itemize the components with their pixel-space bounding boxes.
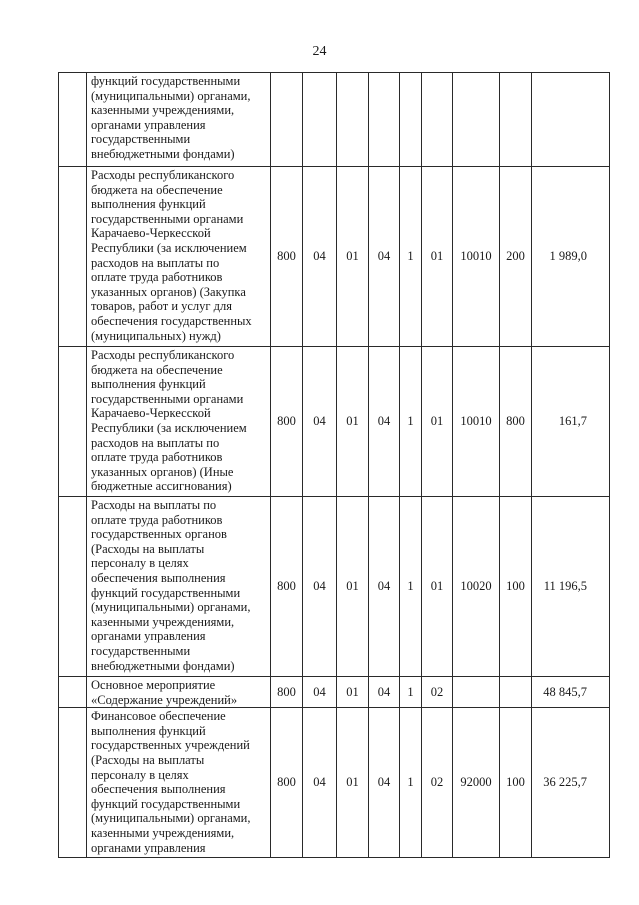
code-subsection-cell: 01 (337, 497, 369, 677)
code-event-cell: 02 (422, 708, 453, 858)
amount-cell: 1 989,0 (532, 167, 610, 347)
description-line: функций государственными (91, 74, 241, 88)
code-direction-cell: 10010 (453, 347, 500, 497)
description-line: обеспечения выполнения (91, 782, 226, 797)
amount-cell: 161,7 (532, 347, 610, 497)
description-line: (муниципальными) органами, (91, 88, 251, 103)
description-cell (87, 708, 271, 858)
amount-cell: 36 225,7 (532, 708, 610, 858)
description-line: органами управления (91, 117, 206, 132)
code-subprogram-cell: 1 (400, 708, 422, 858)
description-line: государственными органами (91, 391, 244, 406)
code-grbs-cell: 800 (271, 347, 303, 497)
code-section-cell: 04 (303, 708, 337, 858)
code-program-cell: 04 (369, 677, 400, 708)
code-section-cell: 04 (303, 677, 337, 708)
code-direction-cell: 10020 (453, 497, 500, 677)
description-line: оплате труда работников (91, 450, 223, 465)
code-grbs-cell: 800 (271, 708, 303, 858)
description-line: государственными (91, 643, 191, 658)
description-line: обеспечения выполнения (91, 570, 226, 585)
description-line: указанных органов) (Иные (91, 464, 234, 479)
table-row (59, 347, 610, 497)
code-subsection-cell: 01 (337, 167, 369, 347)
description-line: казенными учреждениями, (91, 825, 235, 840)
description-line: расходов на выплаты по (91, 255, 220, 270)
description-cell (87, 497, 271, 677)
description-line: (муниципальными) органами, (91, 600, 251, 615)
description-line: бюджетные ассигнования) (91, 479, 232, 494)
code-expense-type-cell: 200 (500, 167, 532, 347)
table-row (59, 497, 610, 677)
description-line: государственными органами (91, 211, 244, 226)
code-program-cell: 04 (369, 167, 400, 347)
code-section-cell: 04 (303, 347, 337, 497)
code-subprogram-cell: 1 (400, 167, 422, 347)
description-line: (Расходы на выплаты (91, 541, 205, 556)
code-grbs-cell: 800 (271, 167, 303, 347)
description-line: Республики (за исключением (91, 420, 247, 435)
code-subsection-cell: 01 (337, 347, 369, 497)
code-grbs-cell: 800 (271, 497, 303, 677)
code-section-cell: 04 (303, 167, 337, 347)
description-line: Карачаево-Черкесской (91, 226, 211, 241)
description-cell (87, 677, 271, 708)
code-section-cell (303, 73, 337, 167)
empty-cell (59, 73, 87, 167)
description-line: (Расходы на выплаты (91, 752, 205, 767)
description-line: товаров, работ и услуг для (91, 299, 233, 314)
code-direction-cell (453, 73, 500, 167)
description-line: государственных органов (91, 527, 227, 542)
description-cell (87, 167, 271, 347)
code-program-cell (369, 73, 400, 167)
description-line: выполнения функций (91, 197, 206, 212)
code-event-cell: 01 (422, 167, 453, 347)
code-subprogram-cell (400, 73, 422, 167)
page-number: 24 (312, 44, 327, 59)
description-line: (муниципальных) нужд) (91, 328, 221, 343)
empty-cell (59, 347, 87, 497)
code-expense-type-cell (500, 677, 532, 708)
code-event-cell: 01 (422, 497, 453, 677)
code-expense-type-cell: 100 (500, 497, 532, 677)
description-line: расходов на выплаты по (91, 435, 220, 450)
description-line: функций государственными (91, 796, 241, 811)
description-line: внебюджетными фондами) (91, 146, 235, 161)
code-expense-type-cell (500, 73, 532, 167)
description-line: выполнения функций (91, 723, 206, 738)
description-line: органами управления (91, 840, 206, 855)
description-cell (87, 73, 271, 167)
code-subprogram-cell: 1 (400, 347, 422, 497)
code-subsection-cell: 01 (337, 677, 369, 708)
code-program-cell: 04 (369, 347, 400, 497)
code-program-cell: 04 (369, 708, 400, 858)
code-event-cell: 02 (422, 677, 453, 708)
code-grbs-cell: 800 (271, 677, 303, 708)
amount-cell (532, 73, 610, 167)
table-row (59, 708, 610, 858)
description-line: Расходы республиканского (91, 348, 235, 362)
description-line: казенными учреждениями, (91, 614, 235, 629)
code-subsection-cell: 01 (337, 708, 369, 858)
code-subprogram-cell: 1 (400, 497, 422, 677)
description-line: выполнения функций (91, 377, 206, 392)
code-section-cell: 04 (303, 497, 337, 677)
budget-table (58, 72, 610, 858)
code-expense-type-cell: 800 (500, 347, 532, 497)
description-line: Расходы республиканского (91, 168, 235, 182)
empty-cell (59, 677, 87, 708)
description-line: Расходы на выплаты по (91, 498, 217, 512)
description-line: оплате труда работников (91, 512, 223, 527)
description-line: бюджета на обеспечение (91, 182, 223, 197)
description-line: внебюджетными фондами) (91, 658, 235, 673)
description-line: обеспечения государственных (91, 313, 252, 328)
description-line: функций государственными (91, 585, 241, 600)
description-cell (87, 347, 271, 497)
table-row (59, 73, 610, 167)
code-expense-type-cell: 100 (500, 708, 532, 858)
code-direction-cell: 10010 (453, 167, 500, 347)
code-program-cell: 04 (369, 497, 400, 677)
code-direction-cell: 92000 (453, 708, 500, 858)
description-line: государственными (91, 132, 191, 147)
description-line: Республики (за исключением (91, 240, 247, 255)
description-line: указанных органов) (Закупка (91, 284, 246, 299)
description-line: Основное мероприятие (91, 678, 216, 692)
amount-cell: 11 196,5 (532, 497, 610, 677)
code-event-cell (422, 73, 453, 167)
description-line: оплате труда работников (91, 270, 223, 285)
table-row (59, 677, 610, 708)
code-subsection-cell (337, 73, 369, 167)
description-line: бюджета на обеспечение (91, 362, 223, 377)
empty-cell (59, 167, 87, 347)
description-line: (муниципальными) органами, (91, 811, 251, 826)
description-line: казенными учреждениями, (91, 103, 235, 118)
code-grbs-cell (271, 73, 303, 167)
empty-cell (59, 497, 87, 677)
table-row (59, 167, 610, 347)
amount-cell: 48 845,7 (532, 677, 610, 708)
description-line: персоналу в целях (91, 767, 189, 782)
empty-cell (59, 708, 87, 858)
description-line: государственных учреждений (91, 738, 250, 753)
description-line: органами управления (91, 629, 206, 644)
description-line: Финансовое обеспечение (91, 709, 226, 724)
code-direction-cell (453, 677, 500, 708)
code-event-cell: 01 (422, 347, 453, 497)
description-line: персоналу в целях (91, 556, 189, 571)
description-line: Карачаево-Черкесской (91, 406, 211, 421)
description-line: «Содержание учреждений» (91, 692, 238, 707)
code-subprogram-cell: 1 (400, 677, 422, 708)
